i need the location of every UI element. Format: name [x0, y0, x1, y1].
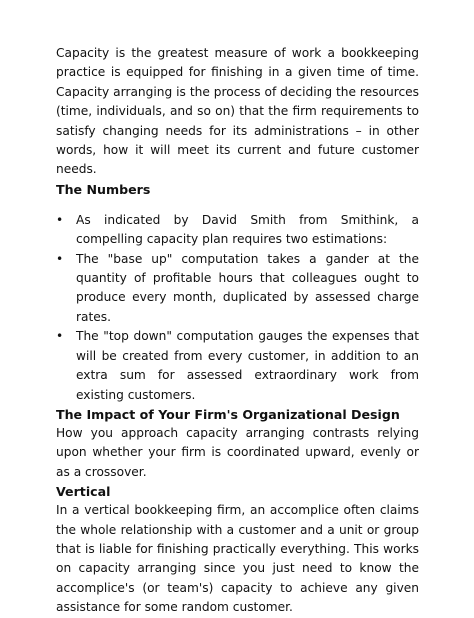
- list-item: [56, 250, 419, 328]
- vertical-paragraph: In a vertical bookkeeping firm, an accomplice often claims the whole relationship with a customer and a unit or group that is liable for finishing practically everything. This works on capacity arranging since you just need to know the accomplice's (or team's) capacity to achieve any given assistance for some random customer.: [56, 503, 419, 615]
- intro-paragraph: Capacity is the greatest measure of work a bookkeeping practice is equipped for finishing in a given time of time. Capacity arranging is the process of deciding the resources (time, individuals, and so on) that the firm requirements to satisfy changing needs for its administrations – in other words, how it will meet its current and future customer needs.: [56, 46, 419, 177]
- bullet-icon: •: [56, 251, 64, 266]
- bullet-icon: •: [56, 212, 64, 227]
- bullet-text: The "base up" computation takes a gander at the quantity of profitable hours that colleagues ought to produce every month, duplicated by assessed charge rates.: [76, 251, 419, 324]
- vertical-heading: Vertical: [56, 484, 111, 500]
- bullet-icon: •: [56, 329, 64, 344]
- bullet-text: As indicated by David Smith from Smithink, a compelling capacity plan requires two estimations:: [76, 212, 419, 247]
- numbers-bullet-list: [56, 211, 419, 405]
- list-item: [56, 211, 419, 250]
- document-page: [56, 44, 419, 618]
- list-item: [56, 327, 419, 405]
- numbers-heading: The Numbers: [56, 181, 151, 197]
- bullet-text: The "top down" computation gauges the expenses that will be created from every customer, in addition to an extra sum for assessed extraordinary work from existing customers.: [76, 329, 419, 402]
- impact-heading: The Impact of Your Firm's Organizational Design: [56, 406, 400, 422]
- impact-paragraph: How you approach capacity arranging contrasts relying upon whether your firm is coordinated upward, evenly or as a crossover.: [56, 425, 419, 479]
